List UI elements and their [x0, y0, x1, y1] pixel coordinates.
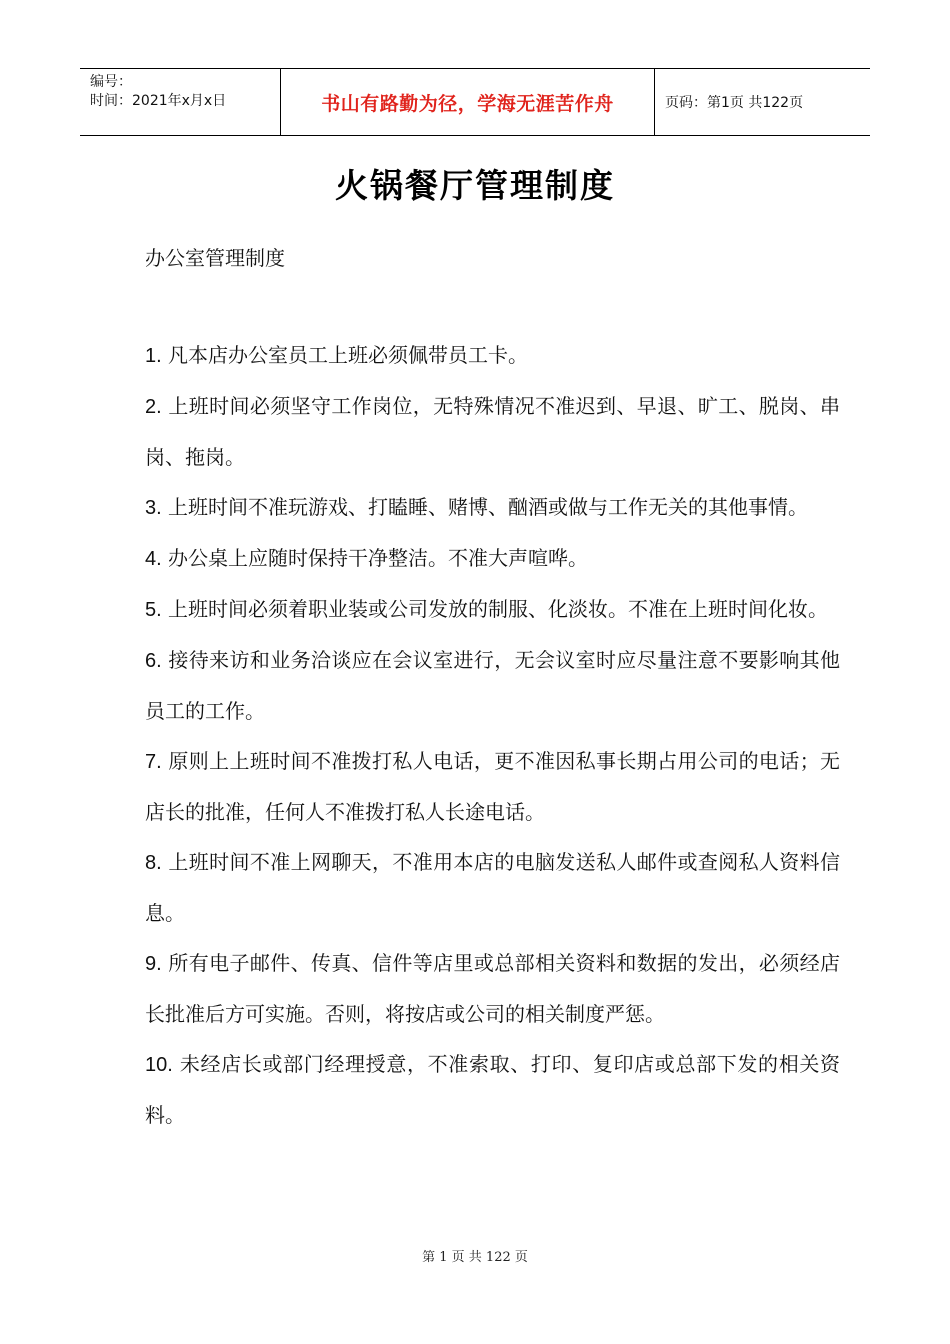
rule-number: 2. — [145, 396, 162, 418]
rule-number: 10. — [145, 1054, 173, 1076]
rule-number: 5. — [145, 599, 162, 621]
rule-item — [145, 533, 840, 584]
rule-number: 1. — [145, 345, 162, 367]
rule-number: 7. — [145, 751, 162, 773]
rule-item — [145, 381, 840, 482]
rule-number: 8. — [145, 852, 162, 874]
page-header — [80, 68, 870, 136]
rule-item — [145, 584, 840, 635]
rule-item — [145, 736, 840, 837]
header-meta — [80, 69, 281, 135]
rule-text: 办公桌上应随时保持干净整洁。不准大声喧哗。 — [168, 546, 589, 570]
rule-number: 9. — [145, 953, 162, 975]
rule-text: 所有电子邮件、传真、信件等店里或总部相关资料和数据的发出，必须经店长批准后方可实施。否则，将按店或公司的相关制度严惩。 — [145, 951, 841, 1026]
rule-text: 接待来访和业务洽谈应在会议室进行，无会议室时应尽量注意不要影响其他员工的工作。 — [145, 648, 841, 723]
date-label: 时间：2021年x月x日 — [90, 93, 227, 109]
header-page-info: 页码：第1页 共122页 — [665, 95, 804, 111]
rule-item — [145, 330, 840, 381]
rule-text: 上班时间必须坚守工作岗位，无特殊情况不准迟到、早退、旷工、脱岗、串岗、拖岗。 — [145, 394, 841, 469]
rule-number: 6. — [145, 650, 162, 672]
rule-text: 上班时间不准上网聊天，不准用本店的电脑发送私人邮件或查阅私人资料信息。 — [145, 850, 841, 925]
rule-item — [145, 837, 840, 938]
rule-number: 3. — [145, 497, 162, 519]
rule-text: 上班时间不准玩游戏、打瞌睡、赌博、酗酒或做与工作无关的其他事情。 — [168, 495, 809, 519]
rule-text: 原则上上班时间不准拨打私人电话，更不准因私事长期占用公司的电话；无店长的批准，任何人不准拨打私人长途电话。 — [145, 749, 841, 824]
rule-item — [145, 482, 840, 533]
header-motto: 书山有路勤为径，学海无涯苦作舟 — [281, 69, 655, 135]
rule-text: 未经店长或部门经理授意，不准索取、打印、复印店或总部下发的相关资料。 — [145, 1052, 841, 1127]
serial-label: 编号： — [90, 74, 132, 90]
document-title: 火锅餐厅管理制度 — [335, 166, 615, 205]
rule-number: 4. — [145, 548, 162, 570]
rule-text: 凡本店办公室员工上班必须佩带员工卡。 — [168, 343, 529, 367]
section-title: 办公室管理制度 — [145, 246, 285, 270]
page-footer: 第 1 页 共 122 页 — [422, 1250, 528, 1265]
rule-item — [145, 635, 840, 736]
rule-item — [145, 1039, 840, 1140]
rule-item — [145, 938, 840, 1039]
rules-list — [145, 330, 840, 1140]
rule-text: 上班时间必须着职业装或公司发放的制服、化淡妆。不准在上班时间化妆。 — [168, 597, 829, 621]
